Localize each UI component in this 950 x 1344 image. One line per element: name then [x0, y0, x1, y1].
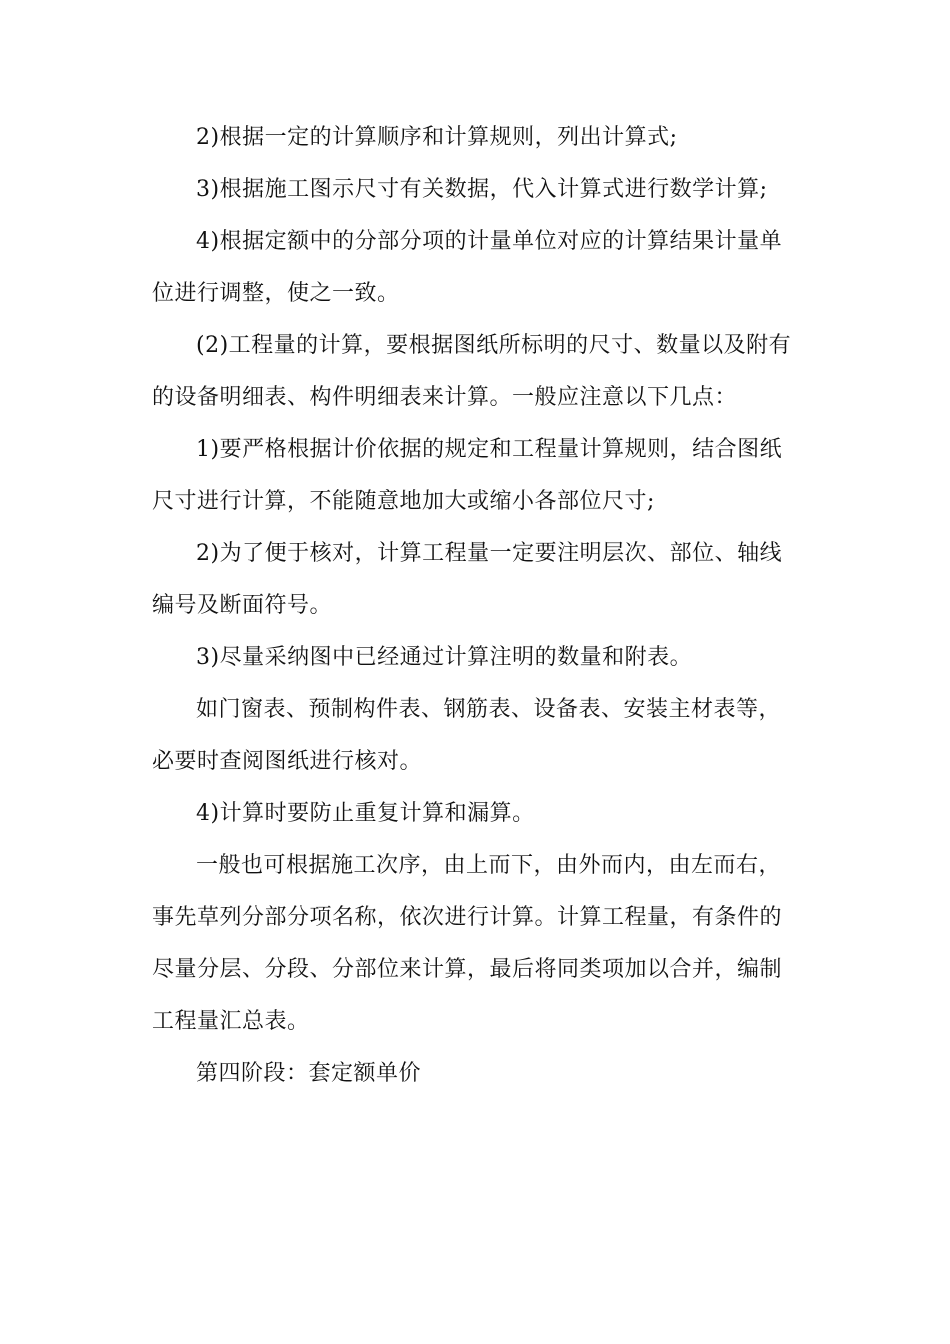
paragraph: 3)尽量采纳图中已经通过计算注明的数量和附表。	[196, 645, 693, 670]
document-body	[152, 112, 802, 1100]
paragraph: 4)计算时要防止重复计算和漏算。	[196, 801, 535, 826]
paragraph: 2)根据一定的计算顺序和计算规则，列出计算式;	[196, 125, 678, 150]
paragraph: 一般也可根据施工次序，由上而下，由外而内，由左而右，事先草列分部分项名称，依次进行计算。计算工程量，有条件的尽量分层、分段、分部位来计算，最后将同类项加以合并，编制工程量汇总表。	[152, 853, 783, 1034]
section-heading: 第四阶段：套定额单价	[196, 1061, 422, 1086]
paragraph: 1)要严格根据计价依据的规定和工程量计算规则，结合图纸尺寸进行计算，不能随意地加大或缩小各部位尺寸;	[152, 437, 783, 514]
paragraph: 4)根据定额中的分部分项的计量单位对应的计算结果计量单位进行调整，使之一致。	[152, 229, 783, 306]
paragraph: (2)工程量的计算，要根据图纸所标明的尺寸、数量以及附有的设备明细表、构件明细表来计算。一般应注意以下几点：	[152, 333, 792, 410]
paragraph: 3)根据施工图示尺寸有关数据，代入计算式进行数学计算;	[196, 177, 768, 202]
paragraph: 如门窗表、预制构件表、钢筋表、设备表、安装主材表等，必要时查阅图纸进行核对。	[152, 697, 782, 774]
paragraph: 2)为了便于核对，计算工程量一定要注明层次、部位、轴线编号及断面符号。	[152, 541, 783, 618]
